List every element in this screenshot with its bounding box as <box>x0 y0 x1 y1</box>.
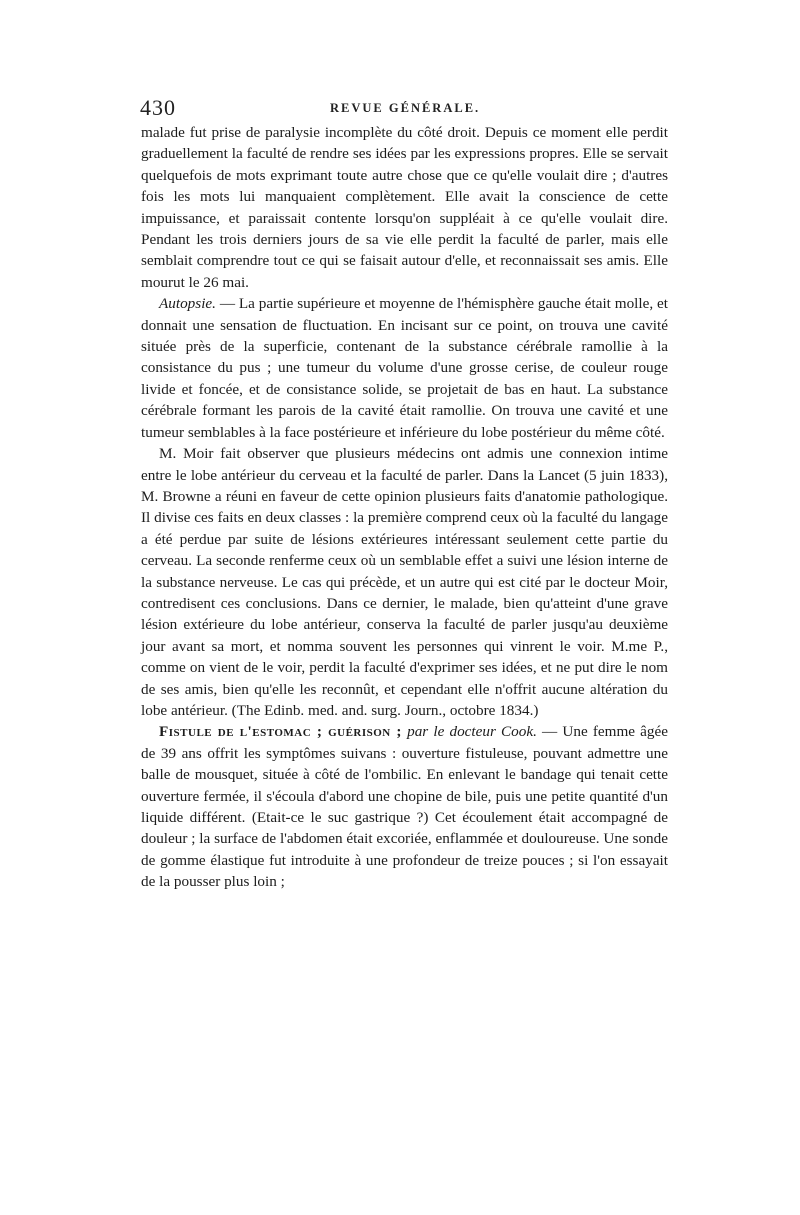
running-title: REVUE GÉNÉRALE. <box>330 101 481 115</box>
paragraph-text: M. Moir fait observer que plusieurs médecins ont admis une connexion intime entre le lobe antérieur du cerveau et la faculté de parler. Dans la Lancet (5 juin 1833), M. Browne a réuni en faveur de cette opinion plusieurs faits d'anatomie pathologique. Il divise ces faits en deux classes : la première comprend ceux où la faculté du langage a été perdue par suite de lésions extérieures intéressant seulement cette partie du cerveau. La seconde renferme ceux où un semblable effet a suivi une lésion interne de la substance nerveuse. Le cas qui précède, et un autre qui est cité par le docteur Moir, contredisent ces conclusions. Dans ce dernier, le malade, bien qu'atteint d'une grave lésion extérieure du lobe antérieur, conserva la faculté de parler jusqu'au deuxième jour avant sa mort, et nomma souvent les personnes qui vinrent le voir. M.me P., comme on vient de le voir, perdit la faculté d'exprimer ses idées, et ne put dire le nom de ses amis, bien qu'elle les reconnût, et cependant elle n'offrit aucune altération du lobe antérieur. (The Edinb. med. and. surg. Journ., octobre 1834.) <box>141 445 668 719</box>
paragraph-text: — La partie supérieure et moyenne de l'hémisphère gauche était molle, et donnait une sensation de fluctuation. En incisant sur ce point, on trouva une cavité située près de la superficie, contenant de la substance cérébrale ramollie à la consistance du pus ; une tumeur du volume d'une grosse cerise, de couleur rouge livide et foncée, et de consistance solide, se projetait de bas en haut. La substance cérébrale formant les parois de la cavité était ramollie. On trouva une cavité et une tumeur semblables à la face postérieure et inférieure du lobe postérieur du même côté. <box>141 295 668 441</box>
paragraph-commentary <box>141 443 668 721</box>
paragraph-text: malade fut prise de paralysie incomplète du côté droit. Depuis ce moment elle perdit graduellement la faculté de rendre ses idées par les expressions propres. Elle se servait quelquefois de mots exprimant toute autre chose que ce qu'elle voulait dire ; d'autres fois les mots lui manquaient complètement. Elle avait la conscience de cette impuissance, et paraissait contente lorsqu'on suppléait à ce qu'elle voulait dire. Pendant les trois derniers jours de sa vie elle perdit la faculté de parler, mais elle semblait comprendre tout ce qui se faisait autour d'elle, et reconnaissait ses amis. Elle mourut le 26 mai. <box>141 124 668 291</box>
author-attribution: par le docteur Cook. <box>401 723 537 741</box>
section-heading: Fistule de l'estomac ; guérison ; <box>159 723 402 741</box>
paragraph-lead: Autopsie. <box>159 295 216 313</box>
paragraph-fistula <box>141 721 668 892</box>
running-head <box>140 95 668 123</box>
page-number: 430 <box>140 95 176 120</box>
paragraph-text: — Une femme âgée de 39 ans offrit les symptômes suivans : ouverture fistuleuse, pouvant admettre une balle de mousquet, située à côté de l'ombilic. En enlevant le bandage qui tenait cette ouverture fermée, il s'écoula d'abord une chopine de bile, puis une petite quantité d'un liquide différent. (Etait-ce le suc gastrique ?) Cet écoulement était accompagné de douleur ; la surface de l'abdomen était excoriée, enflammée et douloureuse. Une sonde de gomme élastique fut introduite à une profondeur de treize pouces ; si l'on essayait de la pousser plus loin ; <box>141 723 668 891</box>
paragraph-case-history <box>141 122 668 293</box>
paragraph-autopsy <box>141 293 668 443</box>
body-text <box>141 122 668 893</box>
